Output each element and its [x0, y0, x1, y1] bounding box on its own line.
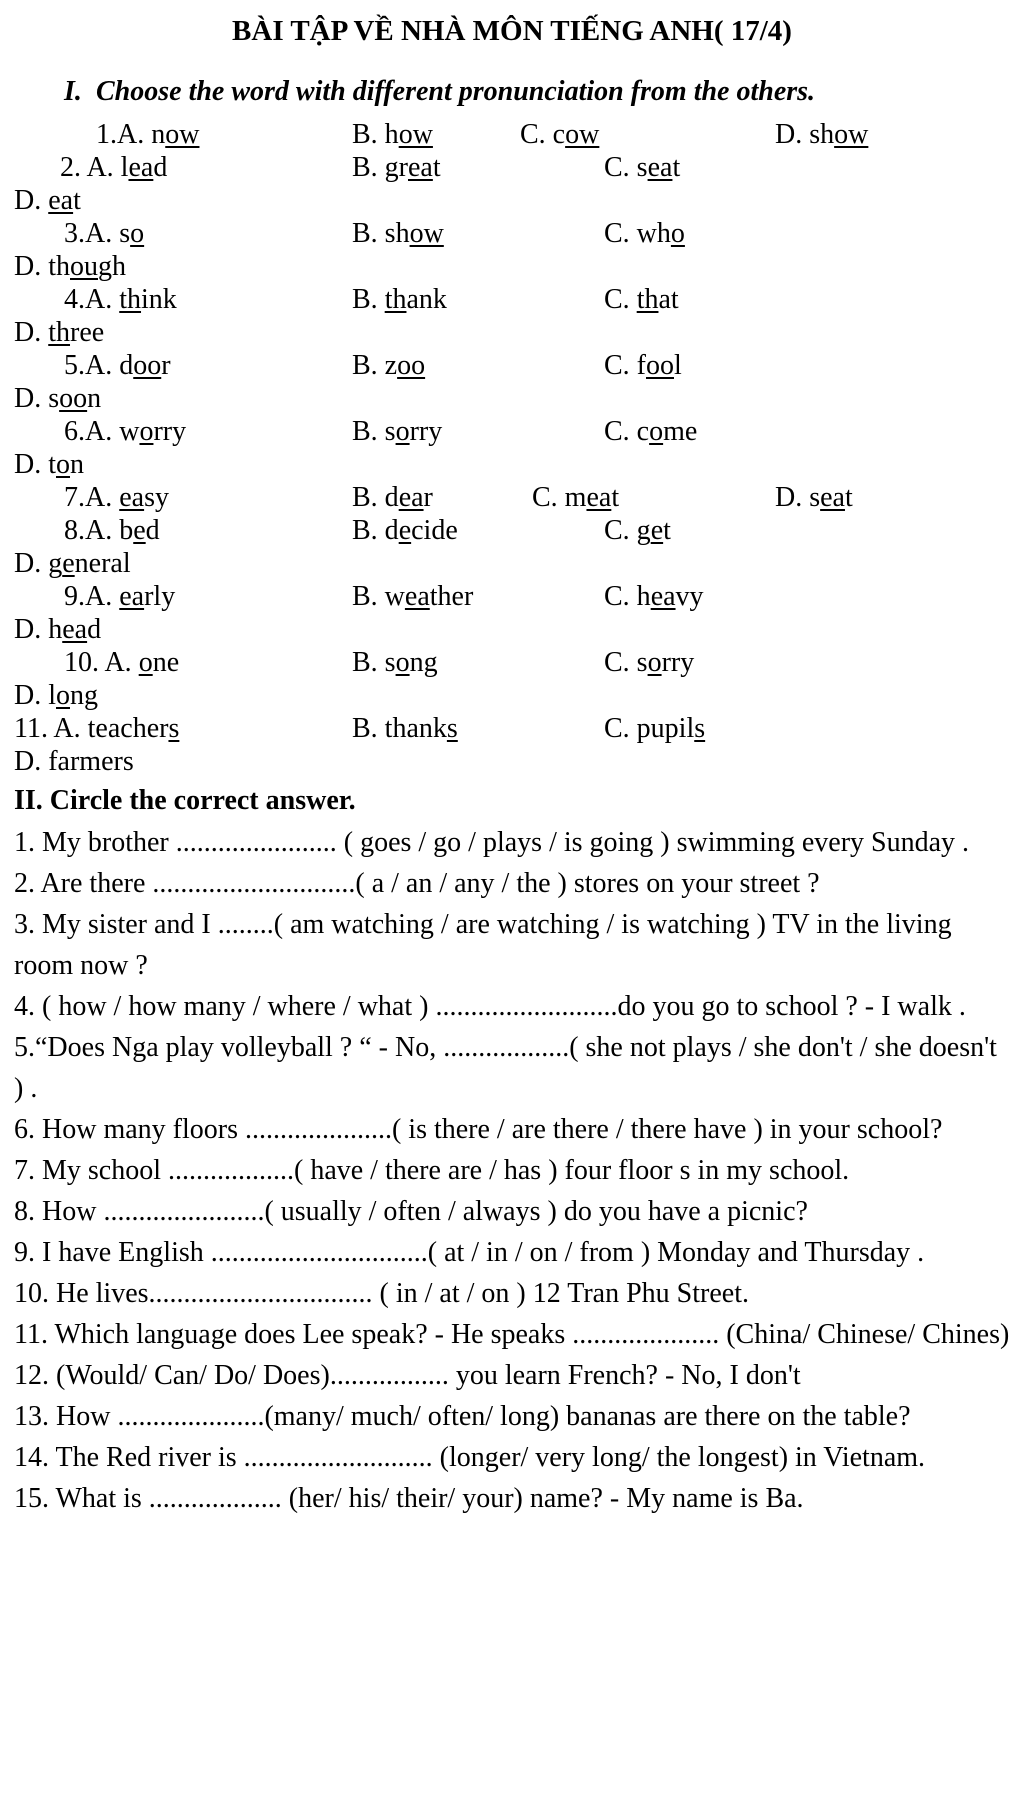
answer-option: 4.A. think — [64, 284, 177, 315]
grammar-question: 14. The Red river is ........................... (longer/ very long/ the longest) in Vietnam. — [14, 1442, 926, 1473]
answer-option: 7.A. easy — [64, 482, 169, 513]
pronunciation-line — [14, 349, 1010, 382]
answer-option: C. seat — [604, 152, 681, 183]
pronunciation-line — [14, 712, 1010, 745]
grammar-question: 15. What is ................... (her/ his/ their/ your) name? - My name is Ba. — [14, 1483, 804, 1514]
answer-option: D. eat — [14, 185, 81, 216]
grammar-question: 8. How .......................( usually / often / always ) do you have a picnic? — [14, 1196, 808, 1227]
answer-option: C. that — [604, 284, 679, 315]
answer-option: 9.A. early — [64, 581, 176, 612]
grammar-question: 6. How many floors .....................( is there / are there / there have ) in your school? — [14, 1114, 943, 1145]
grammar-question: 10. He lives................................ ( in / at / on ) 12 Tran Phu Street. — [14, 1278, 749, 1309]
pronunciation-line — [14, 547, 1010, 580]
answer-option: B. thank — [352, 284, 447, 315]
answer-option: C. heavy — [604, 581, 704, 612]
answer-option: B. thanks — [352, 713, 458, 744]
pronunciation-line — [14, 646, 1010, 679]
pronunciation-line — [14, 613, 1010, 646]
grammar-question: 3. My sister and I ........( am watching / are watching / is watching ) TV in the living room now ? — [14, 909, 952, 981]
answer-option: C. pupils — [604, 713, 706, 744]
answer-option: 3.A. so — [64, 218, 145, 249]
answer-option: D. farmers — [14, 746, 134, 777]
answer-option: B. show — [352, 218, 444, 249]
answer-option: 1.A. now — [96, 119, 200, 150]
grammar-question: 7. My school ..................( have / there are / has ) four floor s in my school. — [14, 1155, 850, 1186]
section1-heading-row — [14, 76, 1010, 118]
answer-option: 8.A. bed — [64, 515, 160, 546]
answer-option: B. decide — [352, 515, 458, 546]
answer-option: B. song — [352, 647, 438, 678]
section1-numeral: I. — [64, 76, 82, 107]
grammar-question: 9. I have English ...............................( at / in / on / from ) Monday and Thursday . — [14, 1237, 925, 1268]
answer-option: D. show — [775, 119, 869, 150]
pronunciation-line — [14, 250, 1010, 283]
grammar-question: 12. (Would/ Can/ Do/ Does)................. you learn French? - No, I don't — [14, 1360, 801, 1391]
answer-option: 10. A. one — [64, 647, 180, 678]
answer-option: C. get — [604, 515, 671, 546]
grammar-question: 5.“Does Nga play volleyball ? “ - No, ..................( she not plays / she don't / she doesn't ) . — [14, 1032, 997, 1104]
answer-option: 2. A. lead — [60, 152, 168, 183]
answer-option: D. three — [14, 317, 105, 348]
answer-option: B. how — [352, 119, 433, 150]
answer-option: D. soon — [14, 383, 102, 414]
answer-option: B. sorry — [352, 416, 443, 447]
answer-option: C. come — [604, 416, 698, 447]
answer-option: B. zoo — [352, 350, 426, 381]
pronunciation-line — [14, 580, 1010, 613]
pronunciation-line — [14, 679, 1010, 712]
answer-option: 6.A. worry — [64, 416, 187, 447]
section2-heading: II. Circle the correct answer. — [14, 785, 356, 816]
answer-option: B. weather — [352, 581, 474, 612]
pronunciation-line — [14, 745, 1010, 778]
grammar-question: 2. Are there .............................( a / an / any / the ) stores on your street ? — [14, 868, 820, 899]
pronunciation-line — [14, 184, 1010, 217]
answer-option: D. ton — [14, 449, 84, 480]
pronunciation-line — [14, 316, 1010, 349]
grammar-questions — [14, 822, 1010, 1519]
answer-option: D. though — [14, 251, 126, 282]
answer-option: D. head — [14, 614, 102, 645]
answer-option: D. general — [14, 548, 131, 579]
pronunciation-line — [14, 448, 1010, 481]
grammar-question: 13. How .....................(many/ much/ often/ long) bananas are there on the table? — [14, 1401, 911, 1432]
pronunciation-line — [14, 151, 1010, 184]
answer-option: C. meat — [532, 482, 620, 513]
page-title: BÀI TẬP VỀ NHÀ MÔN TIẾNG ANH( 17/4) — [232, 15, 792, 47]
pronunciation-line — [14, 382, 1010, 415]
answer-option: C. fool — [604, 350, 682, 381]
pronunciation-questions — [14, 118, 1010, 778]
answer-option: C. who — [604, 218, 685, 249]
answer-option: 11. A. teachers — [14, 713, 180, 744]
answer-option: D. seat — [775, 482, 853, 513]
pronunciation-line — [14, 481, 1010, 514]
pronunciation-line — [14, 415, 1010, 448]
answer-option: B. dear — [352, 482, 433, 513]
pronunciation-line — [14, 514, 1010, 547]
pronunciation-line — [14, 283, 1010, 316]
grammar-question: 11. Which language does Lee speak? - He speaks ..................... (China/ Chinese/ Chines) — [14, 1319, 1010, 1350]
grammar-question: 1. My brother ....................... ( goes / go / plays / is going ) swimming every Sunday . — [14, 827, 970, 858]
pronunciation-line — [14, 118, 1010, 151]
answer-option: D. long — [14, 680, 98, 711]
answer-option: C. cow — [520, 119, 600, 150]
answer-option: C. sorry — [604, 647, 695, 678]
section1-heading: Choose the word with different pronunciation from the others. — [96, 76, 816, 107]
pronunciation-line — [14, 217, 1010, 250]
answer-option: 5.A. door — [64, 350, 171, 381]
answer-option: B. great — [352, 152, 441, 183]
grammar-question: 4. ( how / how many / where / what ) ..........................do you go to school ? - I walk . — [14, 991, 966, 1022]
